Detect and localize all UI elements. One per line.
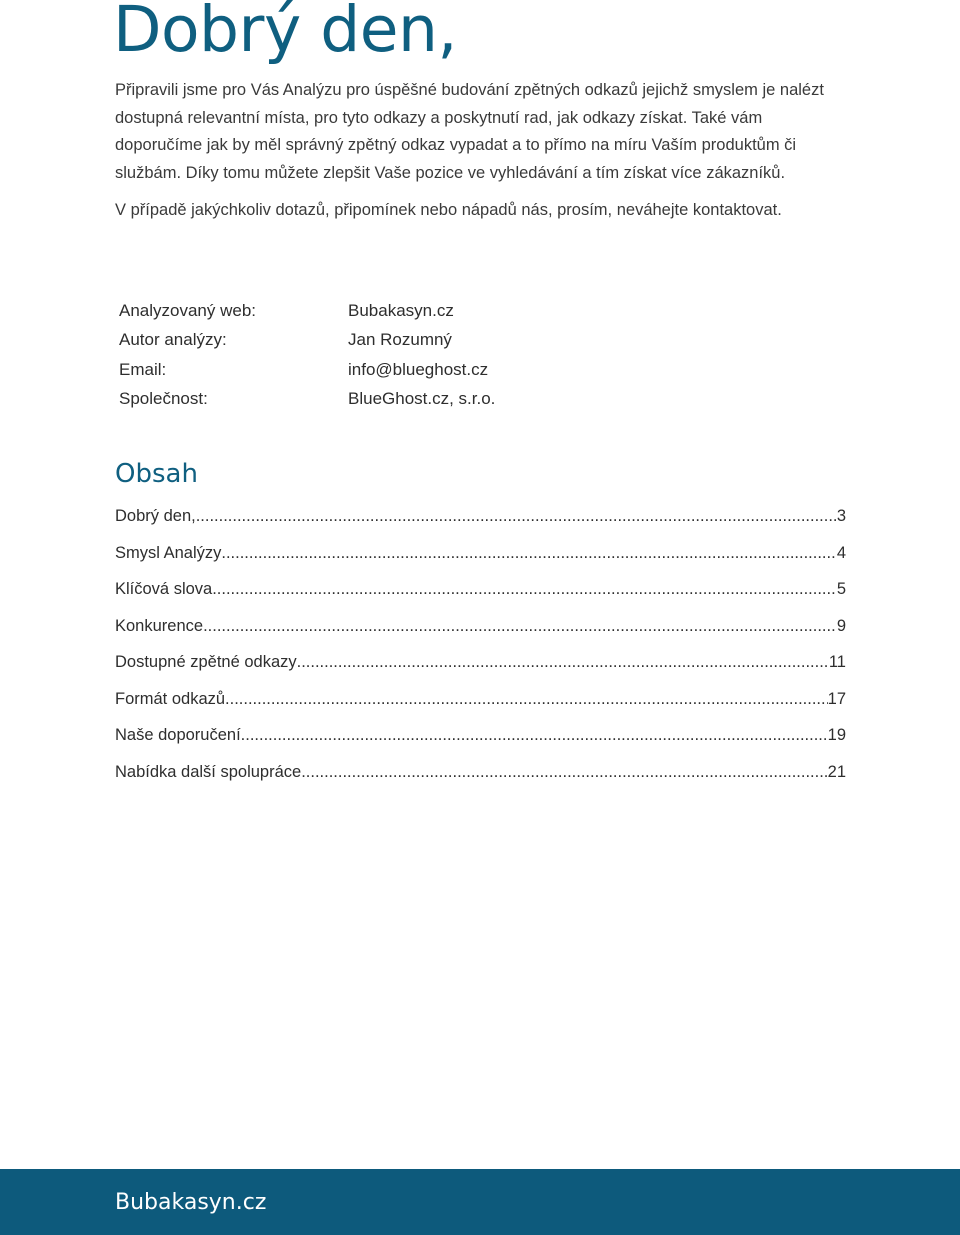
toc-item-label: Dobrý den, <box>115 507 196 525</box>
toc-item-page: 21 <box>827 762 846 781</box>
intro-section <box>115 77 840 225</box>
footer-brand: Bubakasyn.cz <box>115 1190 267 1215</box>
analysis-info-table <box>119 296 495 413</box>
info-value: info@blueghost.cz <box>348 359 489 379</box>
intro-paragraph: Připravili jsme pro Vás Analýzu pro úspěšné budování zpětných odkazů jejichž smyslem je nalézt dostupná relevantní místa, pro tyto odkazy a poskytnutí rad, jak odkazy získat. Také vám doporučíme jak by měl správný zpětný odkaz vypadat a to přímo na míru Vaším produktům či službám. Díky tomu můžete zlepšit Vaše pozice ve vyhledávání a tím získat více zákazníků. <box>115 81 824 182</box>
toc-leader-dots <box>221 540 836 566</box>
info-label: Společnost: <box>119 388 208 408</box>
info-row-email <box>119 355 495 384</box>
info-label: Autor analýzy: <box>119 330 227 350</box>
toc-leader-dots <box>297 649 829 675</box>
info-row-web <box>119 296 495 325</box>
toc-item[interactable] <box>115 503 846 540</box>
toc-item-label: Naše doporučení <box>115 726 241 744</box>
info-label: Email: <box>119 359 167 379</box>
toc-item-label: Nabídka další spolupráce <box>115 762 302 781</box>
toc-heading: Obsah <box>115 459 198 489</box>
toc-leader-dots <box>212 576 837 602</box>
toc-item[interactable] <box>115 613 846 650</box>
toc-item-page: 3 <box>836 507 846 525</box>
info-value: BlueGhost.cz, s.r.o. <box>348 388 496 408</box>
info-value: Jan Rozumný <box>348 330 452 350</box>
toc-item-page: 19 <box>827 726 846 744</box>
toc-item[interactable] <box>115 540 846 577</box>
toc-item-label: Formát odkazů <box>115 689 226 708</box>
footer-bar <box>0 1169 960 1235</box>
toc-leader-dots <box>203 613 837 639</box>
toc-item-page: 11 <box>828 653 846 671</box>
info-row-author <box>119 325 495 354</box>
toc-item[interactable] <box>115 722 846 759</box>
toc-item-label: Smysl Analýzy <box>115 543 222 562</box>
toc-leader-dots <box>241 722 828 748</box>
toc-item-page: 17 <box>827 689 846 708</box>
toc-leader-dots <box>225 686 828 712</box>
toc-item[interactable] <box>115 686 846 723</box>
toc-item[interactable] <box>115 759 846 796</box>
toc-item-page: 9 <box>836 616 846 635</box>
toc-leader-dots <box>301 759 827 785</box>
table-of-contents <box>115 503 846 795</box>
info-label: Analyzovaný web: <box>119 301 257 320</box>
toc-leader-dots <box>196 503 837 529</box>
toc-item-label: Dostupné zpětné odkazy <box>115 653 297 671</box>
toc-item-page: 4 <box>836 543 846 562</box>
toc-item[interactable] <box>115 576 846 613</box>
toc-item-label: Konkurence <box>115 616 204 635</box>
toc-item[interactable] <box>115 649 846 686</box>
info-row-company <box>119 384 495 413</box>
toc-item-page: 5 <box>836 580 846 598</box>
info-value: Bubakasyn.cz <box>348 301 454 320</box>
page-title: Dobrý den, <box>113 0 457 66</box>
toc-item-label: Klíčová slova <box>115 580 213 598</box>
contact-paragraph: V případě jakýchkoliv dotazů, připomínek nebo nápadů nás, prosím, neváhejte kontaktovat. <box>115 201 782 219</box>
